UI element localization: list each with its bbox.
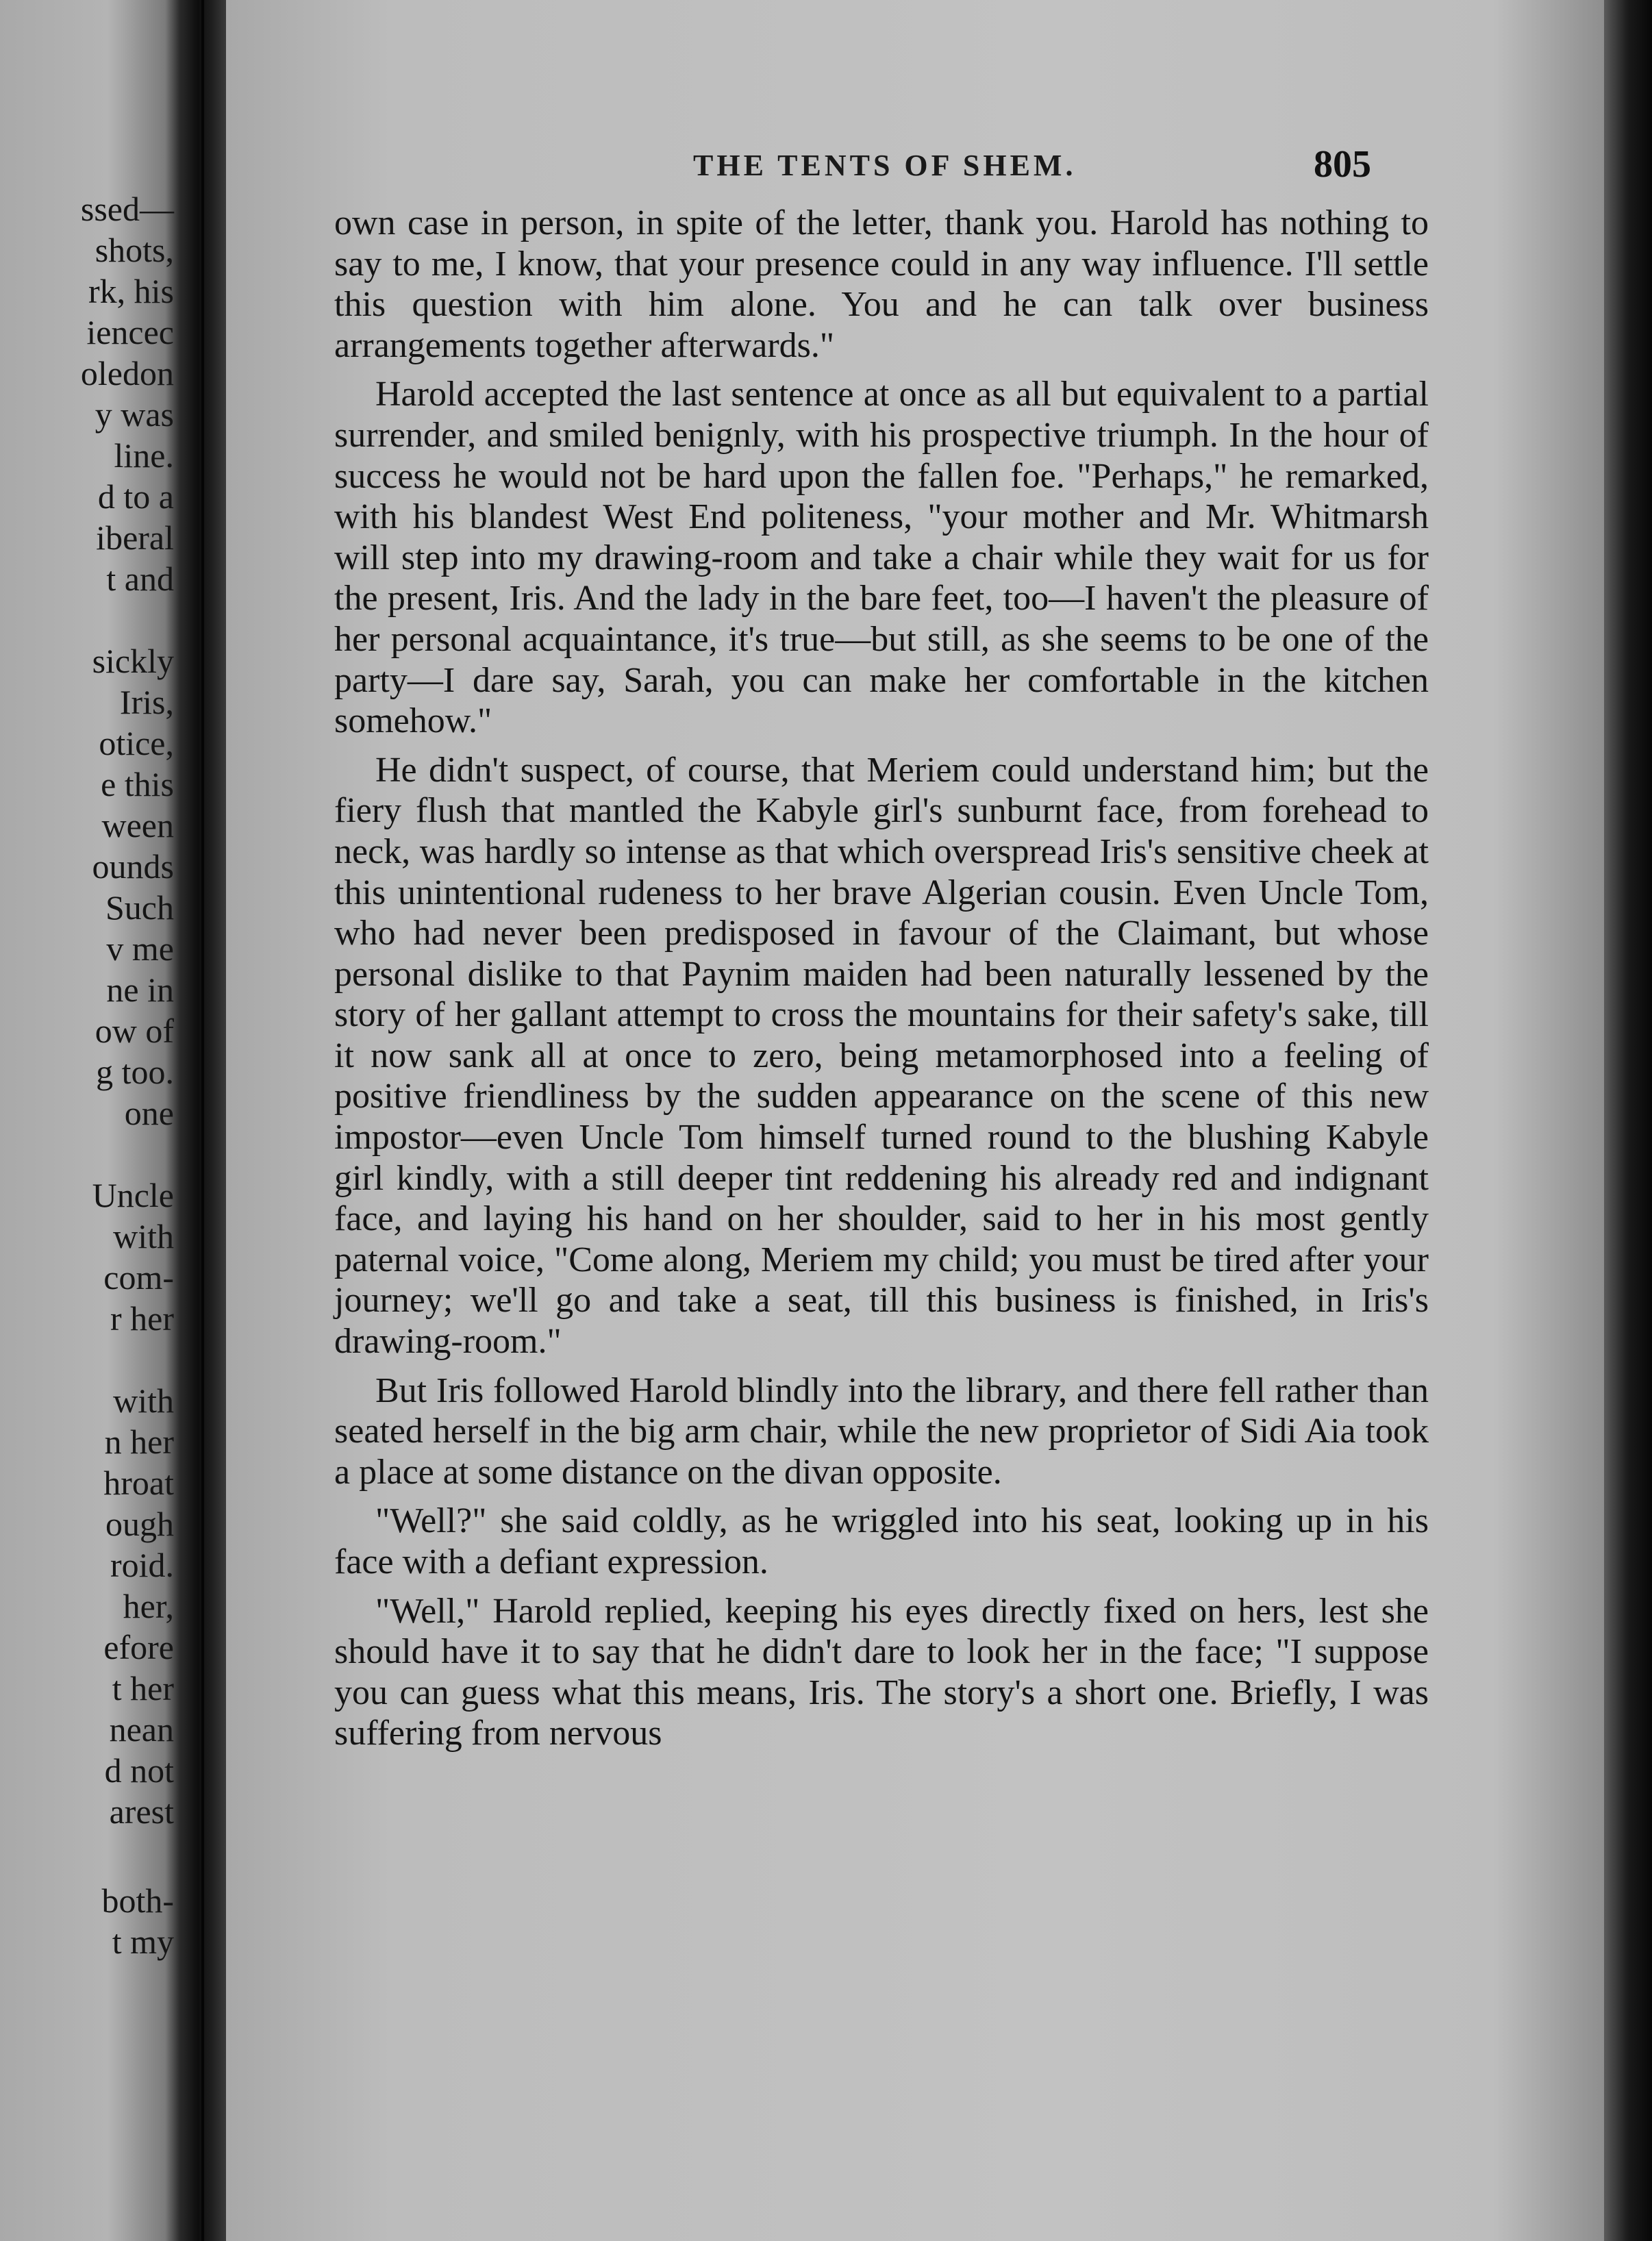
left-page-line-fragment: nean [109,1710,174,1749]
running-title: THE TENTS OF SHEM. [693,149,1077,182]
left-page-line-fragment: iberal [96,518,174,557]
left-page-line-fragment: one [124,1094,174,1132]
left-page-line-fragment: roid. [110,1546,174,1584]
running-head [460,142,1371,190]
body-text [334,203,1429,1754]
left-page-line-fragment: rk, his [88,272,174,310]
left-page-line-fragment: her, [123,1587,174,1625]
left-page-line-fragment: r her [110,1299,174,1338]
paragraph: "Well?" she said coldly, as he wriggled into his seat, looking up in his face with a defiant expression. [334,1501,1429,1581]
paragraph: But Iris followed Harold blindly into the library, and there fell rather than seated herself in the big arm chair, while the new proprietor of Sidi Aia took a place at some distance on the divan opposite. [334,1370,1429,1492]
left-page-line-fragment: ssed— [80,190,174,228]
left-page-line-fragment: ounds [92,847,174,886]
left-page-line-fragment: t her [112,1669,174,1707]
left-page-line-fragment: with [113,1217,174,1255]
left-page-line-fragment: t and [106,560,174,598]
left-page-line-fragment: Iris, [119,683,174,721]
left-page-line-fragment: v me [106,929,174,968]
left-page-line-fragment: n her [104,1423,174,1461]
left-page-line-fragment: g too. [96,1053,174,1091]
left-page-line-fragment: arest [109,1792,174,1831]
left-page-line-fragment: iencec [86,313,174,351]
left-page-line-fragment: ow of [95,1012,174,1050]
left-page-line-fragment: with [113,1381,174,1420]
left-page-line-fragment: d not [104,1751,174,1790]
left-page-line-fragment: hroat [103,1464,174,1502]
left-facing-page [0,0,179,2241]
left-page-line-fragment: efore [103,1628,174,1666]
left-page-line-fragment: e this [101,765,174,803]
paragraph: own case in person, in spite of the letter, thank you. Harold has nothing to say to me, I know, that your presence could in any way influence. I'll settle this question with him alone. You and he can talk over business arrangements together afterwards." [334,203,1429,365]
gutter-shadow [201,0,204,2241]
left-page-line-fragment: sickly [92,642,174,680]
left-page-line-fragment: ne in [106,971,174,1009]
left-page-line-fragment: both- [101,1881,174,1920]
page-edge-shadow [1604,0,1652,2241]
paragraph: Harold accepted the last sentence at once as all but equivalent to a partial surrender, and smiled benignly, with his prospective triumph. In the hour of success he would not be hard upon the fallen foe. "Perhaps," he remarked, with his blandest West End politeness, "your mother and Mr. Whitmarsh will step into my drawing-room and take a chair while they wait for us for the present, Iris. And the lady in the bare feet, too—I haven't the pleasure of her personal acquaintance, it's true—but still, as she seems to be one of the party—I dare say, Sarah, you can make her comfortable in the kitchen somehow." [334,375,1429,741]
left-page-line-fragment: ough [105,1505,174,1543]
left-page-line-fragment: Uncle [92,1176,174,1214]
left-page-line-fragment: oledon [80,354,174,392]
left-page-line-fragment: y was [95,395,174,434]
paragraph: He didn't suspect, of course, that Meriem could understand him; but the fiery flush that mantled the Kabyle girl's sunburnt face, from forehead to neck, was hardly so intense as that which overspread Iris's sensitive cheek at this unintentional rudeness to her brave Algerian cousin. Even Uncle Tom, who had never been predisposed in favour of the Claimant, but whose personal dislike to that Paynim maiden had been naturally lessened by the story of her gallant attempt to cross the mountains for their safety's sake, till it now sank all at once to zero, being metamorphosed into a feeling of positive friendliness by the sudden appearance on the scene of this new impostor—even Uncle Tom himself turned round to the blushing Kabyle girl kindly, with a still deeper tint reddening his already red and indignant face, and laying his hand on her shoulder, said to her in his most gently paternal voice, "Come along, Meriem my child; you must be tired after your journey; we'll go and take a seat, till this business is finished, in Iris's drawing-room." [334,750,1429,1362]
left-page-line-fragment: t my [112,1923,174,1961]
paragraph: "Well," Harold replied, keeping his eyes directly fixed on hers, lest she should have it to say that he didn't dare to look her in the face; "I suppose you can guess what this means, Iris. The story's a short one. Briefly, I was suffering from nervous [334,1591,1429,1753]
left-page-line-fragment: line. [114,436,174,475]
left-page-line-fragment: Such [105,888,174,927]
left-page-line-fragment: com- [103,1258,174,1297]
left-page-line-fragment: otice, [99,724,174,762]
page-number: 805 [1314,143,1371,186]
left-page-line-fragment: ween [101,806,174,844]
left-page-line-fragment: shots, [95,231,174,269]
left-page-line-fragment: d to a [97,477,174,516]
